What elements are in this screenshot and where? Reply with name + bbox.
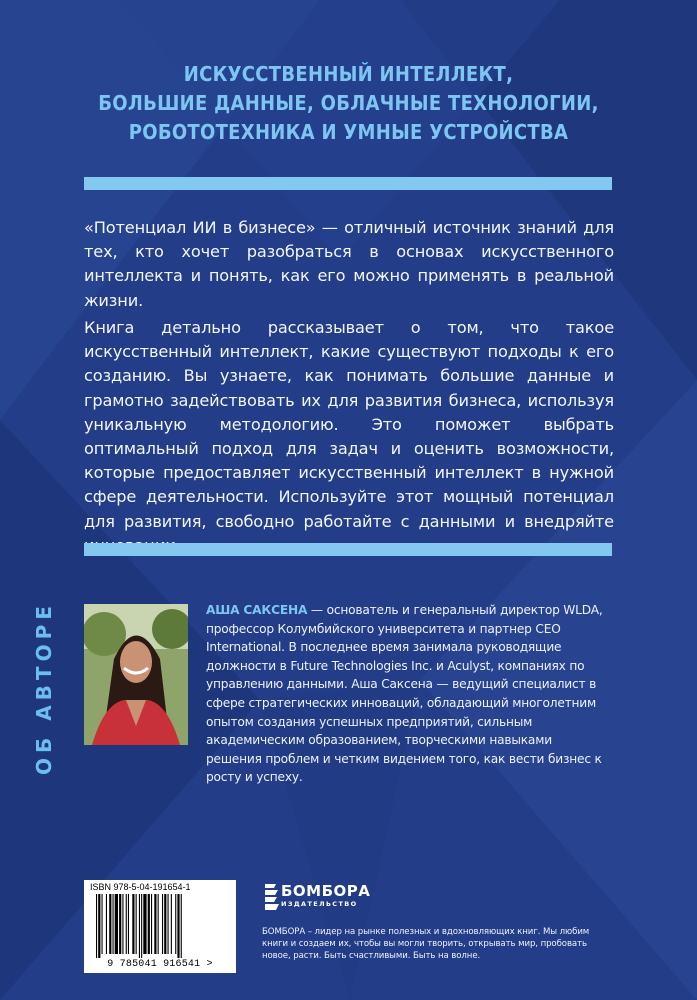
barcode-bar bbox=[139, 894, 140, 958]
description-paragraph: Книга детально рассказывает о том, что такое искусственный интеллект, какие существуют подходы к его созданию. Вы узнаете, как понимать большие данные и грамотно задействовать их для развития бизнеса, используя уникальную методологию. Это поможет выбрать оптимальный подход для задач и оценить возможности, которые предоставляет искусственный интеллект в нужной сфере деятельности. Используйте этот мощный потенциал для развития, свободно работайте с данными и внедряйте bbox=[84, 318, 614, 531]
barcode-bar bbox=[148, 894, 150, 954]
barcode-bar bbox=[164, 894, 166, 954]
barcode-bar bbox=[175, 894, 176, 954]
barcode-bar bbox=[113, 894, 114, 954]
publisher-name: БОМБОРА bbox=[281, 882, 371, 900]
barcode-bar bbox=[128, 894, 129, 954]
barcode-bar bbox=[96, 894, 97, 958]
author-name: АША САКСЕНА bbox=[206, 603, 308, 617]
headline-line-1: ИСКУССТВЕННЫЙ ИНТЕЛЛЕКТ, bbox=[183, 62, 514, 86]
author-bio bbox=[206, 601, 606, 787]
isbn-text: ISBN 978-5-04-191654-1 bbox=[90, 882, 191, 892]
barcode-bar bbox=[126, 894, 127, 954]
barcode-bar bbox=[171, 894, 172, 954]
publisher-subtitle: ИЗДАТЕЛЬСТВО bbox=[281, 900, 358, 908]
barcode-bar bbox=[168, 894, 169, 954]
author-bio-text: — основатель и генеральный директор WLDA, профессор Колумбийского университета и партнер CEO International. В последнее время занимала руководящие должности в Future Technologies Inc. и Aculyst, компаниях по управлению данными. Аша Саксена — ведущий специалист в сфере стратегических инноваций, обладающий многолетним опытом создания успешных предприятий, сильным академическим образованием, творческими навыками решения проблем и четким видением того, как вести бизнес к росту и успеху. bbox=[206, 603, 603, 785]
barcode-digits: 9 785041 916541 > bbox=[107, 959, 213, 970]
barcode-bar bbox=[162, 894, 163, 954]
barcode-bar bbox=[132, 894, 134, 954]
top-divider-bar bbox=[84, 177, 612, 190]
barcode-bar bbox=[106, 894, 107, 954]
author-photo bbox=[84, 604, 188, 745]
barcode-bar bbox=[177, 894, 179, 958]
barcode-bar bbox=[136, 894, 137, 954]
barcode-bar bbox=[141, 894, 142, 958]
publisher-tagline: БОМБОРА – лидер на рынке полезных и вдохновляющих книг. Мы любим книги и создаем их, чтобы вы могли творить, открывать мир, пробовать новое, расти. Быть счастливыми. Быть на волне. bbox=[262, 927, 590, 962]
barcode-bar bbox=[115, 894, 118, 954]
barcode-bar bbox=[98, 894, 100, 958]
barcode-bar bbox=[151, 894, 152, 954]
bottom-divider-bar bbox=[84, 543, 612, 556]
barcode-bar bbox=[122, 894, 123, 954]
barcode-bar bbox=[109, 894, 111, 954]
headline-line-3: РОБОТОТЕХНИКА И УМНЫЕ УСТРОЙСТВА bbox=[128, 120, 569, 144]
headline bbox=[0, 60, 697, 147]
headline-line-2: БОЛЬШИЕ ДАННЫЕ, ОБЛАЧНЫЕ ТЕХНОЛОГИИ, bbox=[98, 91, 599, 115]
barcode-bars bbox=[96, 894, 226, 958]
barcode-bar bbox=[143, 894, 146, 954]
barcode-bar bbox=[158, 894, 159, 954]
barcode-bar bbox=[181, 894, 182, 958]
barcode-bar bbox=[102, 894, 103, 954]
barcode-bar bbox=[154, 894, 156, 954]
barcode bbox=[84, 880, 236, 973]
intro-paragraph: «Потенциал ИИ в бизнесе» — отличный источник знаний для тех, кто хочет разобраться в основах искусственного интеллекта и понять, как его можно применять в реальной жизни. bbox=[84, 218, 614, 310]
barcode-bar bbox=[119, 894, 121, 954]
about-author-label: ОБ АВТОРЕ bbox=[32, 601, 56, 775]
